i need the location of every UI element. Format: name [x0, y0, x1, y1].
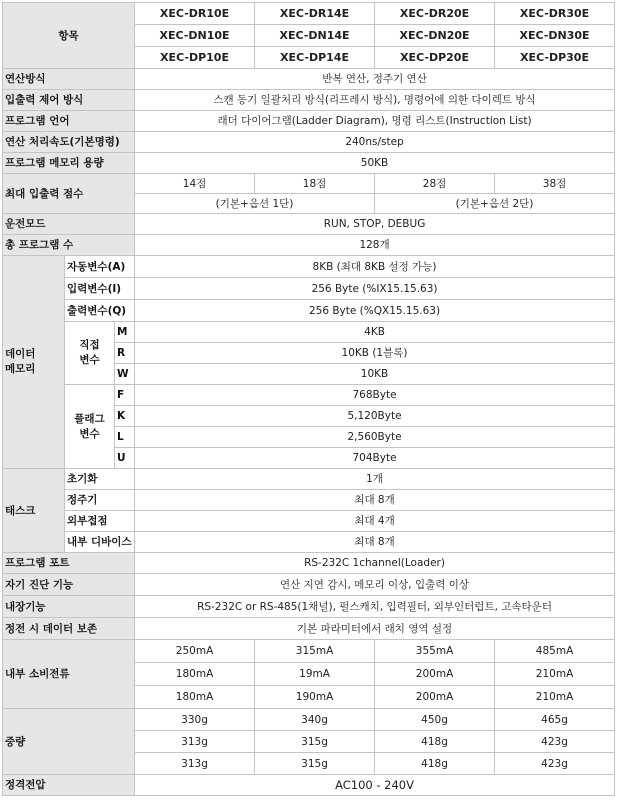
io-option-1: (기본+옵션 1단)	[135, 194, 375, 214]
row-self-diag	[3, 574, 615, 596]
model-cell: XEC-DN14E	[255, 25, 375, 47]
task-sub-value: 최대 4개	[135, 511, 615, 532]
row-direct-m	[3, 322, 615, 343]
flag-key: F	[115, 385, 135, 406]
task-sub-label: 정주기	[65, 490, 135, 511]
row-label: 정격전압	[3, 775, 135, 796]
row-value: RS-232C or RS-485(1채널), 펄스캐치, 입력필터, 외부인터럽트, 고속타운터	[135, 596, 615, 618]
task-sub-label: 초기화	[65, 469, 135, 490]
row-label: 운전모드	[3, 214, 135, 235]
flag-key: K	[115, 406, 135, 427]
row-label: 프로그램 포트	[3, 553, 135, 574]
current-value: 180mA	[135, 663, 255, 686]
direct-key: M	[115, 322, 135, 343]
current-label: 내부 소비전류	[3, 640, 135, 709]
flag-value: 2,560Byte	[135, 427, 615, 448]
current-value: 315mA	[255, 640, 375, 663]
current-value: 19mA	[255, 663, 375, 686]
current-value: 180mA	[135, 686, 255, 709]
row-value: 반복 연산, 정주기 연산	[135, 69, 615, 90]
weight-value: 423g	[495, 753, 615, 775]
row-current-1	[3, 640, 615, 663]
sub-label: 입력변수(I)	[65, 278, 135, 300]
row-value: 래더 다이어그램(Ladder Diagram), 명령 리스트(Instruction List)	[135, 111, 615, 132]
io-points: 28점	[375, 174, 495, 194]
weight-value: 330g	[135, 709, 255, 731]
flag-value: 5,120Byte	[135, 406, 615, 427]
row-value: 50KB	[135, 153, 615, 174]
current-value: 210mA	[495, 663, 615, 686]
direct-value: 4KB	[135, 322, 615, 343]
model-cell: XEC-DP10E	[135, 47, 255, 69]
row-program-mem	[3, 153, 615, 174]
row-run-mode	[3, 214, 615, 235]
model-cell: XEC-DR30E	[495, 3, 615, 25]
row-task-init	[3, 469, 615, 490]
weight-value: 313g	[135, 753, 255, 775]
row-rated-voltage	[3, 775, 615, 796]
model-cell: XEC-DR14E	[255, 3, 375, 25]
row-label: 프로그램 언어	[3, 111, 135, 132]
row-max-io	[3, 174, 615, 194]
current-value: 190mA	[255, 686, 375, 709]
row-value: 128개	[135, 235, 615, 256]
row-input-var	[3, 278, 615, 300]
row-power-fail	[3, 618, 615, 640]
row-label: 총 프로그램 수	[3, 235, 135, 256]
row-label: 입출력 제어 방식	[3, 90, 135, 111]
direct-key: R	[115, 343, 135, 364]
row-flag-f	[3, 385, 615, 406]
sub-label: 출력변수(Q)	[65, 300, 135, 322]
direct-value: 10KB	[135, 364, 615, 385]
model-cell: XEC-DN30E	[495, 25, 615, 47]
model-cell: XEC-DR20E	[375, 3, 495, 25]
current-value: 250mA	[135, 640, 255, 663]
io-points: 14점	[135, 174, 255, 194]
task-sub-value: 최대 8개	[135, 490, 615, 511]
weight-value: 315g	[255, 731, 375, 753]
row-value: 연산 지연 감시, 메모리 이상, 입출력 이상	[135, 574, 615, 596]
row-value: AC100 - 240V	[135, 775, 615, 796]
direct-key: W	[115, 364, 135, 385]
item-header: 항목	[3, 3, 135, 69]
task-label: 태스크	[3, 469, 65, 553]
weight-label: 중량	[3, 709, 135, 775]
flag-var-label: 플래그 변수	[65, 385, 115, 469]
sub-value: 256 Byte (%QX15.15.63)	[135, 300, 615, 322]
current-value: 200mA	[375, 686, 495, 709]
row-value: 기본 파라미터에서 래치 영역 설정	[135, 618, 615, 640]
row-label: 자기 진단 기능	[3, 574, 135, 596]
model-cell: XEC-DP20E	[375, 47, 495, 69]
row-auto-var	[3, 256, 615, 278]
row-label: 정전 시 데이터 보존	[3, 618, 135, 640]
row-value: RS-232C 1channel(Loader)	[135, 553, 615, 574]
weight-value: 418g	[375, 731, 495, 753]
flag-key: U	[115, 448, 135, 469]
row-program-port	[3, 553, 615, 574]
row-value: 스캔 동기 일괄처리 방식(리프레시 방식), 명령어에 의한 다이렉트 방식	[135, 90, 615, 111]
row-program-lang	[3, 111, 615, 132]
weight-value: 450g	[375, 709, 495, 731]
row-op-speed	[3, 132, 615, 153]
current-value: 485mA	[495, 640, 615, 663]
sub-label: 자동변수(A)	[65, 256, 135, 278]
sub-value: 8KB (최대 8KB 설정 가능)	[135, 256, 615, 278]
row-label: 최대 입출력 점수	[3, 174, 135, 214]
flag-value: 704Byte	[135, 448, 615, 469]
spec-table	[2, 2, 615, 796]
model-cell: XEC-DP30E	[495, 47, 615, 69]
row-output-var	[3, 300, 615, 322]
weight-value: 418g	[375, 753, 495, 775]
model-cell: XEC-DP14E	[255, 47, 375, 69]
row-builtin	[3, 596, 615, 618]
io-option-2: (기본+옵션 2단)	[375, 194, 615, 214]
row-label: 연산방식	[3, 69, 135, 90]
current-value: 210mA	[495, 686, 615, 709]
direct-var-label: 직접 변수	[65, 322, 115, 385]
direct-value: 10KB (1블록)	[135, 343, 615, 364]
task-sub-value: 최대 8개	[135, 532, 615, 553]
weight-value: 423g	[495, 731, 615, 753]
row-value: 240ns/step	[135, 132, 615, 153]
row-total-programs	[3, 235, 615, 256]
model-cell: XEC-DR10E	[135, 3, 255, 25]
io-points: 38점	[495, 174, 615, 194]
row-task-internal	[3, 532, 615, 553]
row-io-control	[3, 90, 615, 111]
task-sub-label: 내부 디바이스	[65, 532, 135, 553]
flag-value: 768Byte	[135, 385, 615, 406]
current-value: 200mA	[375, 663, 495, 686]
sub-value: 256 Byte (%IX15.15.63)	[135, 278, 615, 300]
row-label: 내장기능	[3, 596, 135, 618]
data-memory-label: 데이터 메모리	[3, 256, 65, 469]
task-sub-value: 1개	[135, 469, 615, 490]
weight-value: 315g	[255, 753, 375, 775]
io-points: 18점	[255, 174, 375, 194]
weight-value: 313g	[135, 731, 255, 753]
flag-key: L	[115, 427, 135, 448]
row-task-external	[3, 511, 615, 532]
task-sub-label: 외부접점	[65, 511, 135, 532]
weight-value: 340g	[255, 709, 375, 731]
row-value: RUN, STOP, DEBUG	[135, 214, 615, 235]
weight-value: 465g	[495, 709, 615, 731]
model-cell: XEC-DN10E	[135, 25, 255, 47]
row-weight-1	[3, 709, 615, 731]
current-value: 355mA	[375, 640, 495, 663]
model-cell: XEC-DN20E	[375, 25, 495, 47]
row-op-method	[3, 69, 615, 90]
row-label: 연산 처리속도(기본명령)	[3, 132, 135, 153]
row-task-periodic	[3, 490, 615, 511]
row-label: 프로그램 메모리 용량	[3, 153, 135, 174]
